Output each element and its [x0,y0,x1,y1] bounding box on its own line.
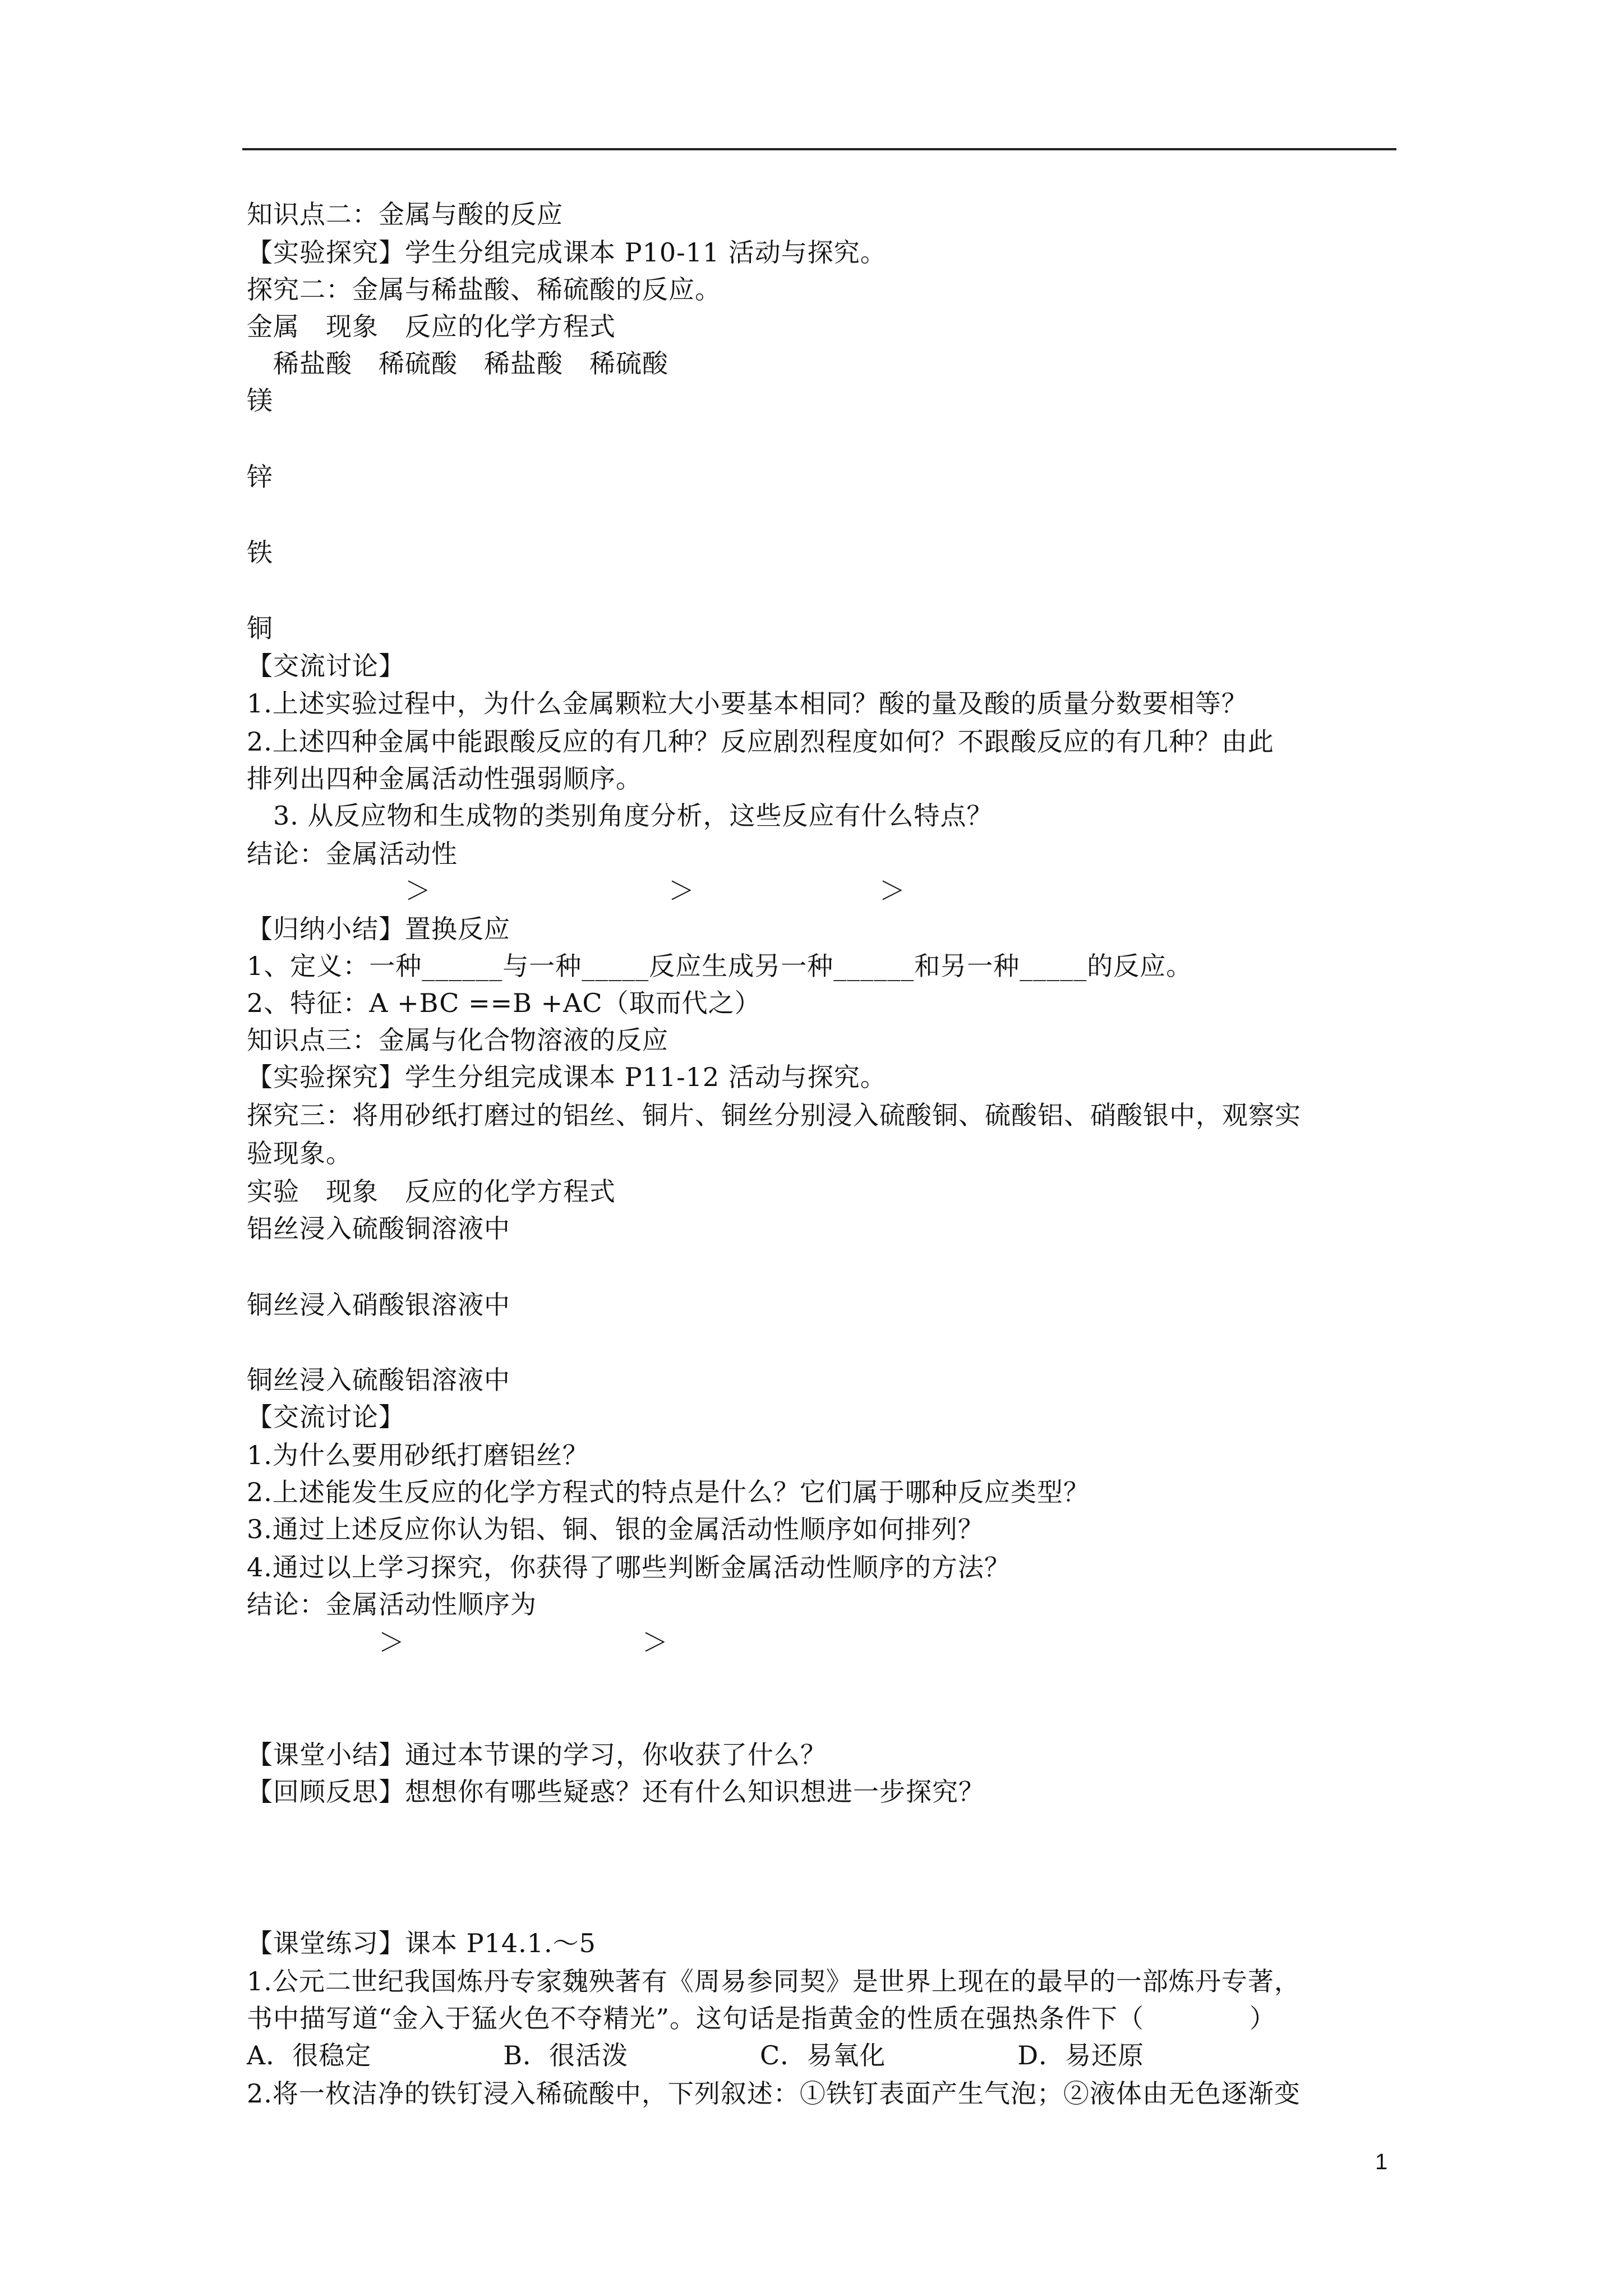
text-line: 【实验探究】学生分组完成课本 P11-12 活动与探究。 [247,1062,887,1092]
question-line: 排列出四种金属活动性强弱顺序。 [247,763,642,794]
conclusion-line: 结论：金属活动性顺序为 [247,1589,537,1619]
comparison-line: ＞ ＞ ＞ [247,876,906,906]
conclusion-line: 结论：金属活动性 [247,839,458,869]
section-heading: 【回顾反思】想想你有哪些疑惑？还有什么知识想进一步探究？ [247,1777,985,1807]
question-line: 2.上述四种金属中能跟酸反应的有几种？反应剧烈程度如何？不跟酸反应的有几种？由此 [247,726,1274,757]
text-line: 探究二：金属与稀盐酸、稀硫酸的反应。 [247,274,721,305]
table-header: 实验 现象 反应的化学方程式 [247,1176,616,1207]
exercise-line: 书中描写道“金入于猛火色不夺精光”。这句话是指黄金的性质在强热条件下（ ） [247,2003,1276,2033]
question-line: 3.通过上述反应你认为铝、铜、银的金属活动性顺序如何排列？ [247,1514,984,1544]
comparison-line: ＞ ＞ [247,1627,668,1658]
table-row-label: 锌 [247,462,273,492]
exercise-line: 2.将一枚洁净的铁钉浸入稀硫酸中，下列叙述：①铁钉表面产生气泡；②液体由无色逐渐变 [247,2078,1301,2109]
table-row-label: 铝丝浸入硫酸铜溶液中 [247,1213,510,1244]
table-row-label: 镁 [247,385,273,416]
table-subheader: 稀盐酸 稀硫酸 稀盐酸 稀硫酸 [247,348,668,379]
question-line: 3. 从反应物和生成物的类别角度分析，这些反应有什么特点？ [247,800,993,831]
table-row-label: 铁 [247,537,273,568]
table-row-label: 铜丝浸入硫酸铝溶液中 [247,1365,510,1395]
table-row-label: 铜 [247,613,273,643]
section-heading: 【课堂练习】课本 P14.1.～5 [247,1928,596,1958]
table-header: 金属 现象 反应的化学方程式 [247,311,616,342]
section-heading: 【课堂小结】通过本节课的学习，你收获了什么？ [247,1740,827,1770]
text-line: 探究三：将用砂纸打磨过的铝丝、铜片、铜丝分别浸入硫酸铜、硫酸铝、硝酸银中，观察实 [247,1100,1301,1130]
page-number: 1 [1375,2150,1388,2174]
question-line: 1.上述实验过程中，为什么金属颗粒大小要基本相同？酸的量及酸的质量分数要相等？ [247,688,1248,719]
header-rule [242,148,1396,150]
section-heading: 【归纳小结】置换反应 [247,914,510,944]
exercise-options: A．很稳定 B．很活泼 C．易氧化 D．易还原 [247,2040,1145,2070]
text-line: 2、特征：A +BC ==B +AC（取而代之） [247,988,761,1018]
text-line: 验现象。 [247,1138,352,1168]
question-line: 4.通过以上学习探究，你获得了哪些判断金属活动性顺序的方法？ [247,1552,1011,1582]
section-heading: 知识点三：金属与化合物溶液的反应 [247,1025,668,1055]
text-line: 【实验探究】学生分组完成课本 P10-11 活动与探究。 [247,237,887,268]
question-line: 2.上述能发生反应的化学方程式的特点是什么？它们属于哪种反应类型？ [247,1477,1090,1507]
text-line: 1、定义：一种______与一种_____反应生成另一种______和另一种_____的反应。 [247,951,1193,981]
section-heading: 【交流讨论】 [247,651,405,681]
section-heading: 知识点二：金属与酸的反应 [247,199,563,229]
question-line: 1.为什么要用砂纸打磨铝丝？ [247,1440,589,1470]
exercise-line: 1.公元二世纪我国炼丹专家魏殃著有《周易参同契》是世界上现在的最早的一部炼丹专著， [247,1966,1301,1996]
section-heading: 【交流讨论】 [247,1402,405,1432]
table-row-label: 铜丝浸入硝酸银溶液中 [247,1290,510,1320]
